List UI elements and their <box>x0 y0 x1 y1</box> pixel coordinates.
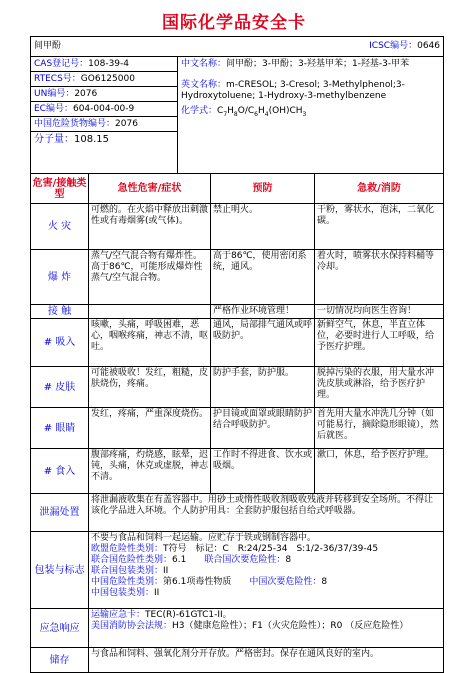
names-block <box>178 57 443 173</box>
emergency-row <box>31 609 443 648</box>
row-prevention: 工作时不得进食、饮水或吸烟。 <box>211 449 315 493</box>
row-aid: 一切情况均向医生咨询！ <box>317 306 417 316</box>
table-row <box>31 250 443 305</box>
leak-label: 泄漏处置 <box>31 494 89 531</box>
packaging-content <box>89 532 443 608</box>
table-row <box>31 367 443 408</box>
row-type: # 食入 <box>31 449 89 493</box>
row-prevention: 通风，局部排气通风或呼吸防护。 <box>211 319 315 366</box>
ec-number: EC编号：604-004-00-9 <box>31 102 177 117</box>
id-numbers <box>31 57 178 173</box>
chemical-formula: 化学式：$C_7H_8O/C_6H_4(OH)CH_3$ <box>181 106 307 118</box>
table-row <box>31 408 443 449</box>
row-aid: 漱口，休息，给予医疗护理。 <box>317 450 435 460</box>
row-hazard: 可燃的。在火焰中释放出刺激性或有毒烟雾(或气体)。 <box>89 204 211 249</box>
row-aid: 首先用大量水冲洗几分钟（如可能易行，摘除隐形眼镜），然后就医。 <box>317 409 439 441</box>
row-hazard: 可能被吸收！发红，粗糙，皮肤烧伤，疼痛。 <box>89 367 211 407</box>
eu-classification: 欧盟危险性类别：T符号 标记：C R:24/25-34 S:1/2-36/37/39-45 <box>91 544 379 554</box>
row-prevention: 严格作业环境管理！ <box>211 305 315 318</box>
cas-number: CAS登记号：108-39-4 <box>31 57 177 72</box>
storage-row <box>31 648 443 672</box>
row-type: 火 灾 <box>31 204 89 249</box>
identification-block <box>31 57 443 174</box>
row-hazard: 蒸气/空气混合物有爆炸性。高于86℃，可能形成爆炸性蒸气/空气混合物。 <box>89 250 211 304</box>
storage-label: 储存 <box>31 648 89 672</box>
emergency-label: 应急响应 <box>31 609 89 647</box>
leak-row <box>31 494 443 532</box>
table-header <box>31 174 443 204</box>
header-hazard: 急性危害/症状 <box>89 174 211 203</box>
row-hazard: 咳嗽，头痛，呼吸困难，恶心，咽喉疼痛，神志不清，呕吐。 <box>89 319 211 366</box>
row-hazard: 发红，疼痛，严重深度烧伤。 <box>89 408 211 448</box>
card-title: 国际化学品安全卡 <box>162 13 306 33</box>
leak-text: 将泄漏液收集在有盖容器中。用砂土或惰性吸收剂吸收残液并转移到安全场所。不得让该化学品进入环境。个人防护用具：全套防护服包括自给式呼吸器。 <box>91 495 434 516</box>
icsc-number: ICSC编号：0646 <box>369 41 440 51</box>
table-row <box>31 204 443 250</box>
row-aid: 新鲜空气，休息，半直立体位，必要时进行人工呼吸，给予医疗护理。 <box>317 320 435 352</box>
row-type: # 眼睛 <box>31 408 89 448</box>
cn-dangerous-goods-number: 中国危险货物编号：2076 <box>31 117 177 132</box>
row-prevention: 禁止明火。 <box>211 204 315 249</box>
safety-card <box>30 36 444 673</box>
header-type: 危害/接触类型 <box>31 174 89 203</box>
row-prevention: 防护手套，防护服。 <box>211 367 315 407</box>
chemical-name: 间甲酚 <box>34 41 62 51</box>
un-packing-group: 联合国包装类别：II <box>91 566 169 576</box>
table-row <box>31 305 443 319</box>
row-type: 爆 炸 <box>31 250 89 304</box>
row-hazard <box>89 305 211 318</box>
row-aid: 干粉，雾状水，泡沫，二氧化碳。 <box>317 205 435 226</box>
header-first-aid: 急救/消防 <box>357 183 401 194</box>
transport-card: 运输应急卡：TEC(R)-61GTC1-II。 <box>91 610 232 620</box>
row-prevention: 护目镜或面罩或眼睛防护结合呼吸防护。 <box>211 408 315 448</box>
row-type: # 皮肤 <box>31 367 89 407</box>
chinese-name: 中文名称：间甲酚；3-甲酚；3-羟基甲苯；1-羟基-3-甲苯 <box>181 59 410 69</box>
name-row <box>31 37 443 57</box>
rtecs-number: RTECS号：GO6125000 <box>31 72 177 87</box>
nfpa-code: 美国消防协会法规：H3（健康危险性）；F1（火灾危险性）；R0 （反应危险性） <box>91 621 409 631</box>
molecular-weight: 分子量：108.15 <box>34 134 109 145</box>
emergency-content <box>89 609 443 647</box>
packaging-note: 不要与食品和饲料一起运输。应贮存于铁或钢制容器中。 <box>91 533 317 543</box>
table-row <box>31 449 443 494</box>
row-type: # 吸入 <box>31 319 89 366</box>
packaging-row <box>31 532 443 609</box>
row-aid: 脱掉污染的衣服，用大量水冲洗皮肤或淋浴，给予医疗护理。 <box>317 368 435 400</box>
row-hazard: 腹部疼痛，灼烧感，眩晕，迟钝，头痛，休克或虚脱，神志不清。 <box>89 449 211 493</box>
un-number: UN编号：2076 <box>31 87 177 102</box>
cn-packing-group: 中国包装类别：II <box>91 588 160 598</box>
cn-classification: 中国危险性类别：第6.1项毒性物质 中国次要危险性：8 <box>91 577 328 587</box>
storage-text: 与食品和饲料、强氧化剂分开存放。严格密封。保存在通风良好的室内。 <box>91 649 380 659</box>
row-aid: 着火时，喷雾状水保持料桶等冷却。 <box>317 251 435 272</box>
packaging-label: 包装与标志 <box>31 532 89 608</box>
un-classification: 联合国危险性类别：6.1 联合国次要危险性：8 <box>91 555 292 565</box>
english-name: 英文名称：m-CRESOL; 3-Cresol; 3-Methylphenol;3-Hydroxytoluene; 1-Hydroxy-3-methylbenzene <box>181 80 405 101</box>
row-type: 接 触 <box>31 305 89 318</box>
header-prevention: 预防 <box>211 174 315 203</box>
row-prevention: 高于86℃，使用密闭系统，通风。 <box>211 250 315 304</box>
table-row <box>31 319 443 367</box>
